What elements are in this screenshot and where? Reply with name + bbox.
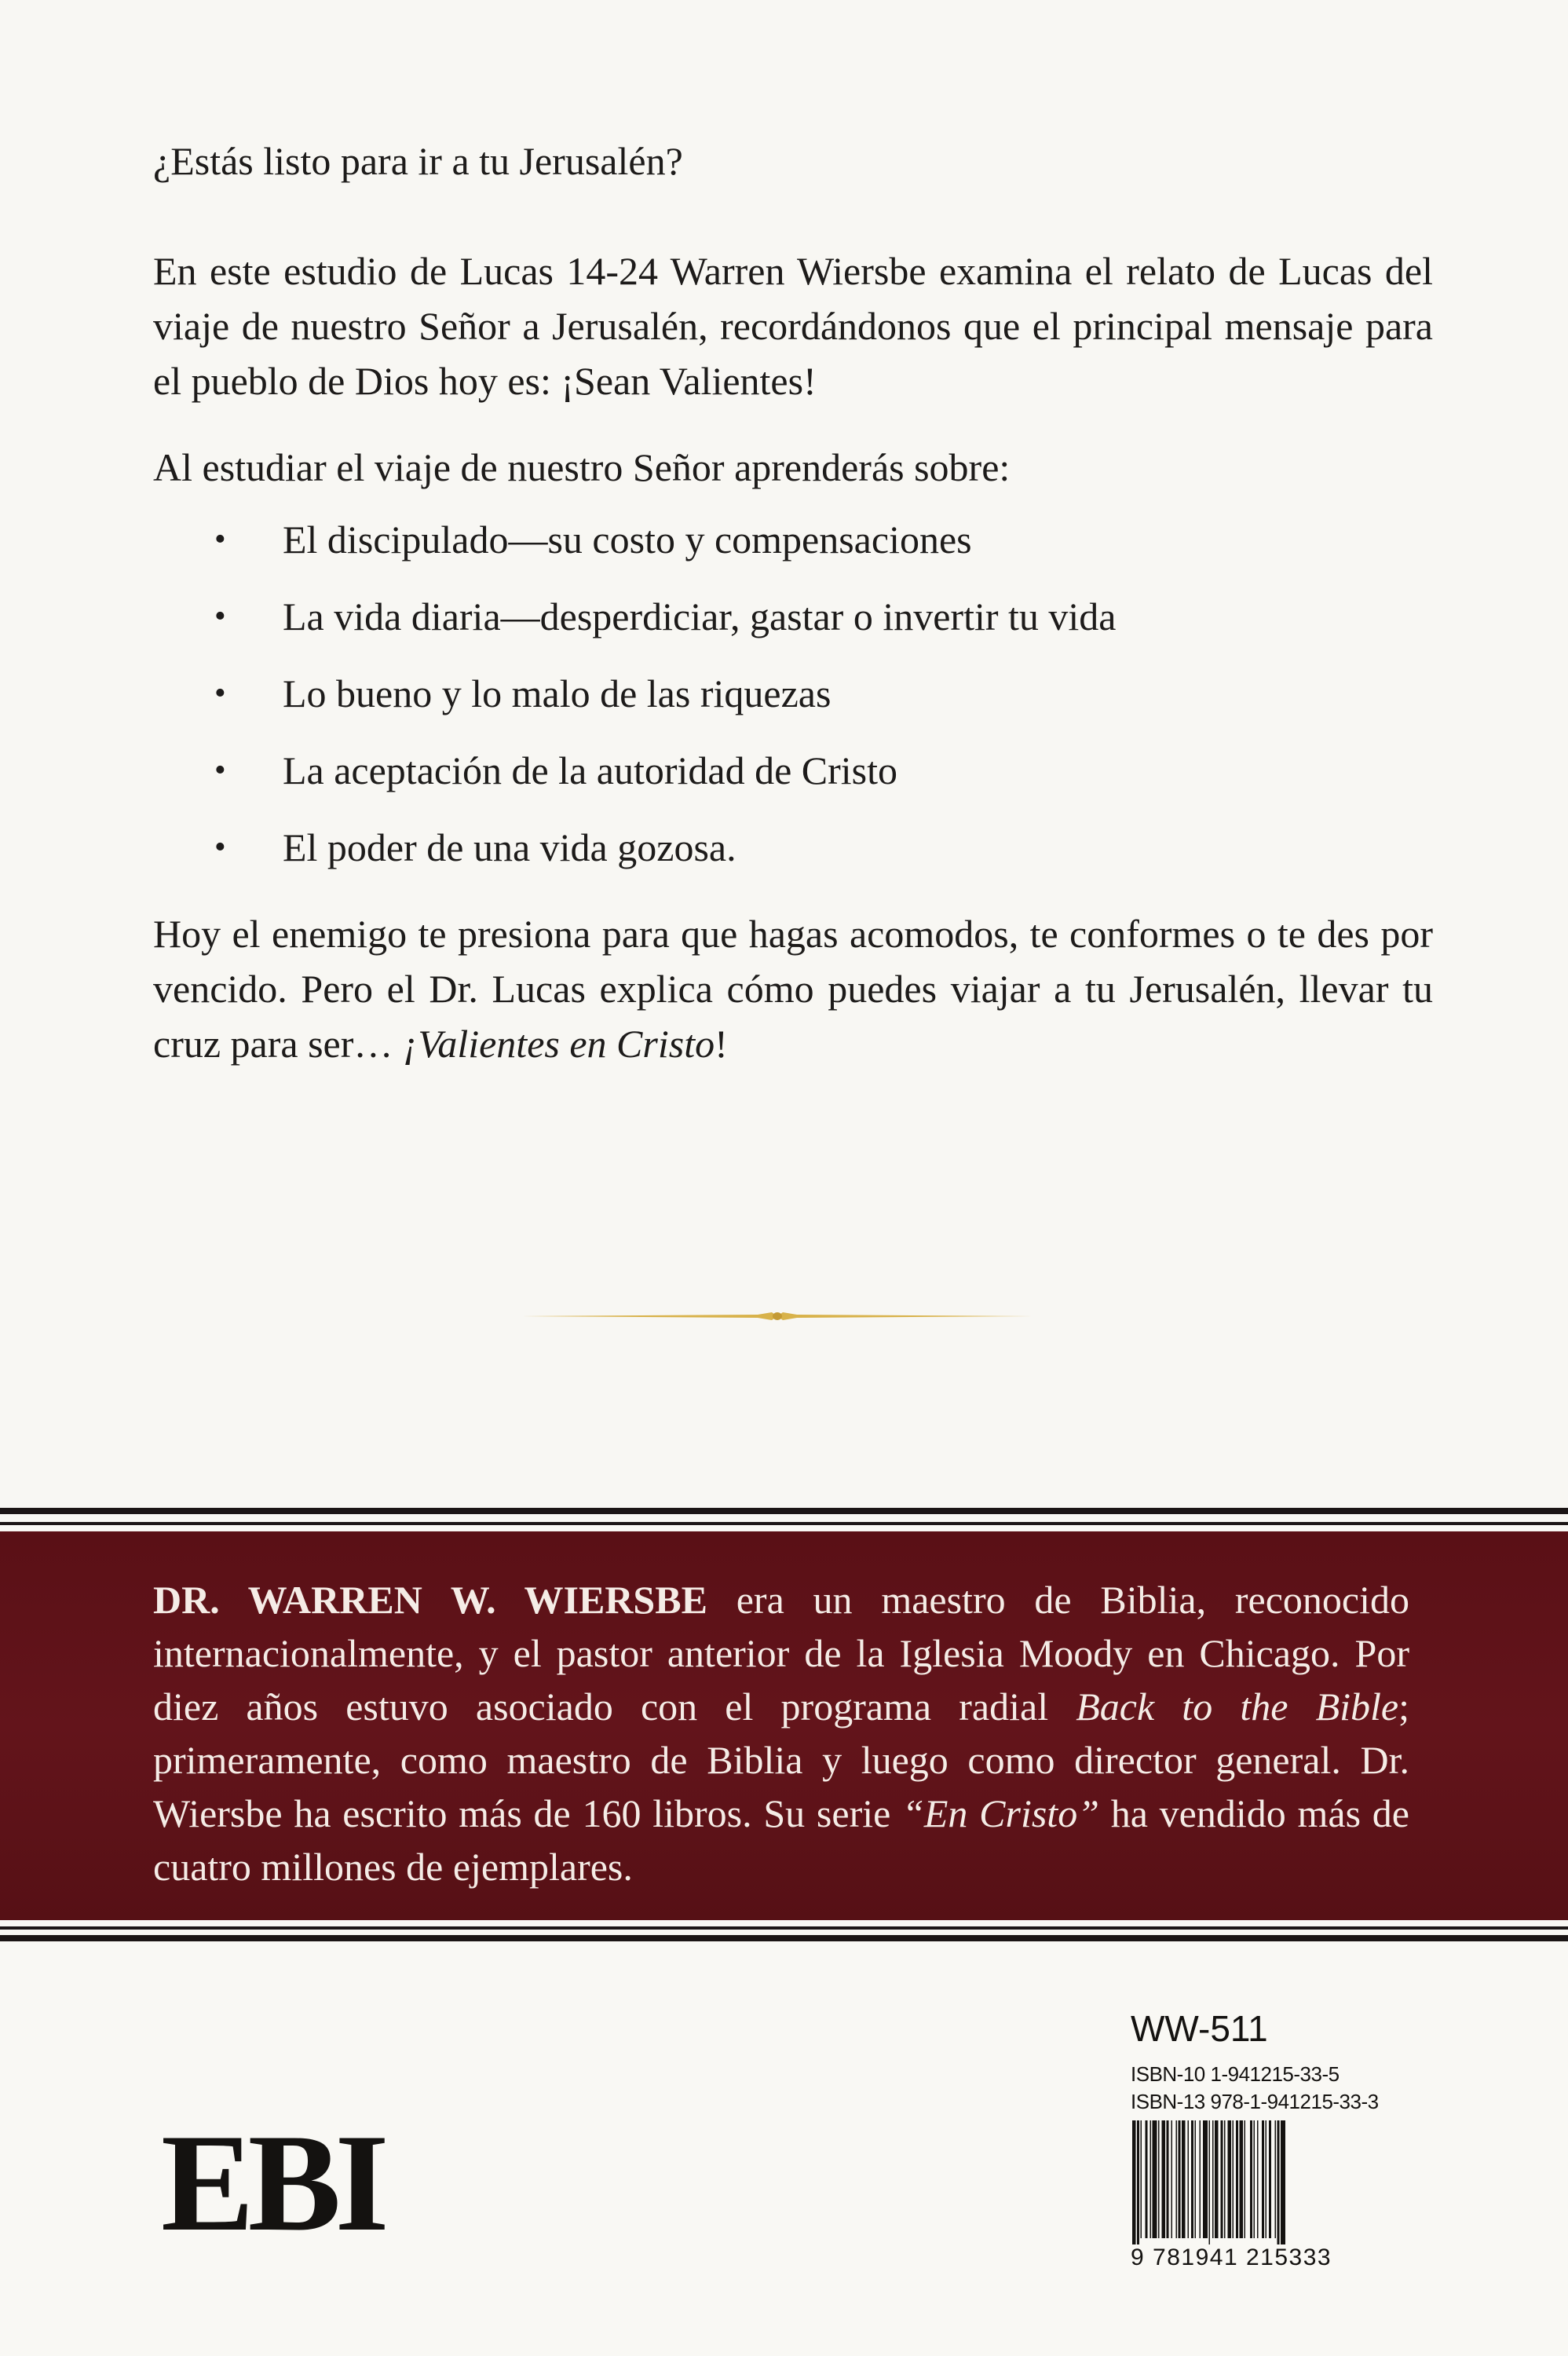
list-item-text: La vida diaria—desperdiciar, gastar o invertir tu vida	[283, 594, 1117, 638]
barcode-bar	[1215, 2120, 1219, 2238]
bullet-icon: •	[214, 675, 226, 712]
isbn-13: ISBN-13 978-1-941215-33-3	[1131, 2090, 1379, 2113]
closing-emphasis: ¡Valientes en Cristo	[402, 1022, 715, 1066]
barcode-bar	[1212, 2120, 1214, 2238]
barcode-bar	[1262, 2120, 1264, 2238]
list-item	[153, 578, 1433, 655]
barcode-bar	[1162, 2120, 1166, 2238]
back-cover-text	[153, 134, 1433, 1071]
barcode-bar	[1277, 2120, 1280, 2244]
barcode-bar	[1176, 2120, 1178, 2238]
barcode-bar	[1191, 2120, 1193, 2238]
barcode-bar	[1141, 2120, 1142, 2238]
barcode-bar	[1182, 2120, 1186, 2238]
bio-text-3: ha vendido más de cuatro millones de ejemplares.	[153, 1791, 1409, 1889]
author-bio	[153, 1573, 1409, 1893]
list-item-text: El discipulado—su costo y compensaciones	[283, 518, 972, 562]
list-lead: Al estudiar el viaje de nuestro Señor aprenderás sobre:	[153, 445, 1011, 489]
barcode-bar	[1200, 2120, 1201, 2238]
barcode	[1131, 2120, 1387, 2244]
band-border-bottom	[0, 1935, 1568, 1941]
barcode-bar	[1171, 2120, 1173, 2238]
barcode-bar	[1254, 2120, 1255, 2238]
barcode-bar	[1257, 2120, 1259, 2238]
closing-text: Hoy el enemigo te presiona para que hagas acomodos, te conformes o te des por vencido. Pero el Dr. Lucas explica cómo puedes viajar a tu Jerusalén, llevar tu cruz para ser…	[153, 912, 1433, 1066]
book-series: “En Cristo”	[902, 1791, 1099, 1835]
barcode-bar	[1146, 2120, 1148, 2238]
list-item-text: El poder de una vida gozosa.	[283, 825, 736, 869]
band-border-bottom-thin	[0, 1926, 1568, 1930]
barcode-bar	[1250, 2120, 1252, 2238]
barcode-bar	[1236, 2120, 1238, 2238]
barcode-bar	[1203, 2120, 1208, 2238]
barcode-bar	[1153, 2120, 1157, 2238]
barcode-bar	[1195, 2120, 1197, 2238]
barcode-bar	[1245, 2120, 1246, 2238]
author-name: DR. WARREN W. WIERSBE	[153, 1578, 707, 1622]
barcode-bar	[1188, 2120, 1190, 2238]
isbn-10: ISBN-10 1-941215-33-5	[1131, 2062, 1340, 2086]
ornament-divider	[522, 1307, 1033, 1326]
barcode-bar	[1228, 2120, 1232, 2238]
barcode-bar	[1233, 2120, 1234, 2238]
closing-paragraph	[153, 906, 1433, 1071]
barcode-bar	[1224, 2120, 1226, 2238]
bullet-icon: •	[214, 829, 226, 865]
list-item-text: Lo bueno y lo malo de las riquezas	[283, 671, 832, 715]
list-item-text: La aceptación de la autoridad de Cristo	[283, 748, 898, 792]
band-border-top-thin	[0, 1522, 1568, 1525]
barcode-bar	[1275, 2120, 1277, 2238]
barcode-digits: 9 781941 215333	[1131, 2244, 1332, 2270]
barcode-bar	[1132, 2120, 1136, 2244]
bio-text-2: ; primeramente, como maestro de Biblia y luego como director general. Dr. Wiersbe ha escrito más de 160 libros. Su serie	[153, 1685, 1409, 1835]
product-code: WW-511	[1131, 2008, 1268, 2049]
barcode-bar	[1240, 2120, 1244, 2238]
barcode-bar	[1179, 2120, 1181, 2238]
list-item	[153, 501, 1433, 578]
bio-text-1: era un maestro de Biblia, reconocido internacionalmente, y el pastor anterior de la Iglesia Moody en Chicago. Por diez años estuvo asociado con el programa radial	[153, 1578, 1409, 1729]
list-item	[153, 732, 1433, 809]
opening-question: ¿Estás listo para ir a tu Jerusalén?	[153, 139, 683, 183]
intro-paragraph: En este estudio de Lucas 14-24 Warren Wiersbe examina el relato de Lucas del viaje de nuestro Señor a Jerusalén, recordándonos que el principal mensaje para el pueblo de Dios hoy es: ¡Sean Valientes!	[153, 249, 1433, 403]
band-border-top	[0, 1508, 1568, 1514]
publisher-logo: EBI	[161, 2105, 383, 2260]
closing-end: !	[715, 1022, 728, 1066]
barcode-bar	[1281, 2120, 1285, 2244]
barcode-bar	[1269, 2120, 1271, 2238]
barcode-bar	[1167, 2120, 1169, 2238]
bullet-icon: •	[214, 598, 226, 635]
barcode-bar	[1221, 2120, 1223, 2238]
barcode-bar	[1158, 2120, 1160, 2238]
radio-program: Back to the Bible	[1076, 1685, 1399, 1729]
barcode-bar	[1266, 2120, 1267, 2238]
bullet-icon: •	[214, 752, 226, 788]
topics-list	[153, 501, 1433, 886]
barcode-bar	[1209, 2120, 1211, 2244]
barcode-bar	[1150, 2120, 1152, 2238]
list-item	[153, 655, 1433, 732]
bullet-icon: •	[214, 521, 226, 558]
barcode-bar	[1137, 2120, 1139, 2244]
list-item	[153, 809, 1433, 886]
